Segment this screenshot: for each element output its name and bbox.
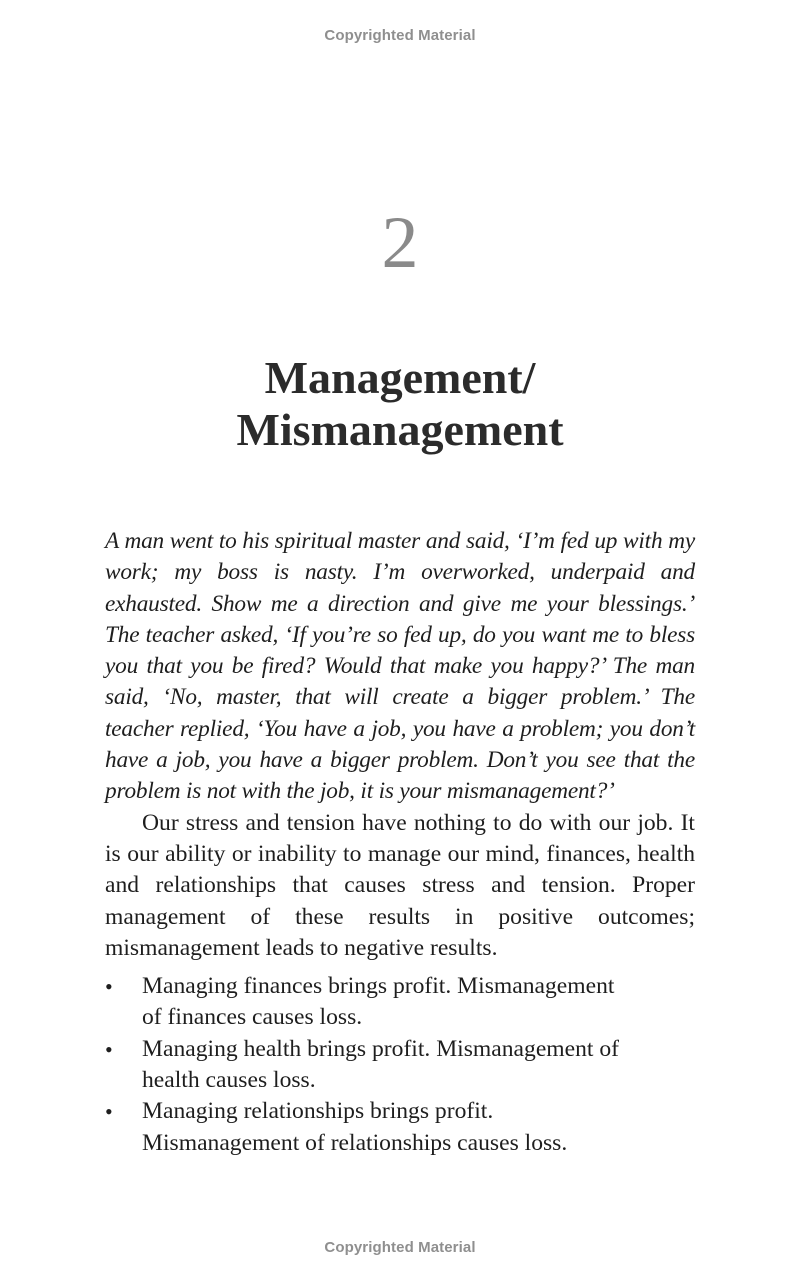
bullet-text-line-1: Managing relationships brings profit. — [142, 1098, 494, 1125]
bullet-text-line-1: Managing health brings profit. Mismanagement of — [142, 1035, 620, 1062]
bullet-marker: • — [105, 974, 113, 1000]
body-paragraph: Our stress and tension have nothing to do with our job. It is our ability or inability to manage our mind, finances, health and relationships that causes stress and tension. Proper management of these results in positive outcomes; mismanagement leads to negative results. — [105, 809, 695, 961]
bullet-text-line-1: Managing finances brings profit. Mismanagement — [142, 973, 615, 1000]
bullet-item-relationships — [105, 1096, 695, 1159]
chapter-title — [0, 352, 800, 456]
copyright-watermark-top: Copyrighted Material — [324, 27, 476, 44]
chapter-title-line-2: Mismanagement — [236, 404, 564, 455]
epigraph-story: A man went to his spiritual master and said, ‘I’m fed up with my work; my boss is nasty. I’m overworked, underpaid and exhausted. Show me a direction and give me your blessings.’ The teacher asked, ‘If you’re so fed up, do you want me to bless you that you be fired? Would that make you happy?’ The man said, ‘No, master, that will create a bigger problem.’ The teacher replied, ‘You have a job, you have a problem; you don’t have a job, you have a bigger problem. Don’t you see that the problem is not with the job, it is your mismanagement?’ — [105, 528, 695, 805]
bullet-text-line-2: of finances causes loss. — [142, 1004, 363, 1031]
bullet-list — [105, 971, 695, 1159]
chapter-body — [105, 526, 695, 1159]
bullet-marker: • — [105, 1099, 113, 1125]
copyright-watermark-bottom: Copyrighted Material — [324, 1239, 476, 1256]
chapter-title-line-1: Management/ — [264, 352, 536, 403]
bullet-item-finances — [105, 971, 695, 1034]
bullet-marker: • — [105, 1036, 113, 1062]
bullet-text-line-2: health causes loss. — [142, 1067, 316, 1094]
bullet-item-health — [105, 1034, 695, 1097]
bullet-text-line-2: Mismanagement of relationships causes loss. — [142, 1129, 568, 1156]
chapter-number: 2 — [381, 202, 419, 284]
